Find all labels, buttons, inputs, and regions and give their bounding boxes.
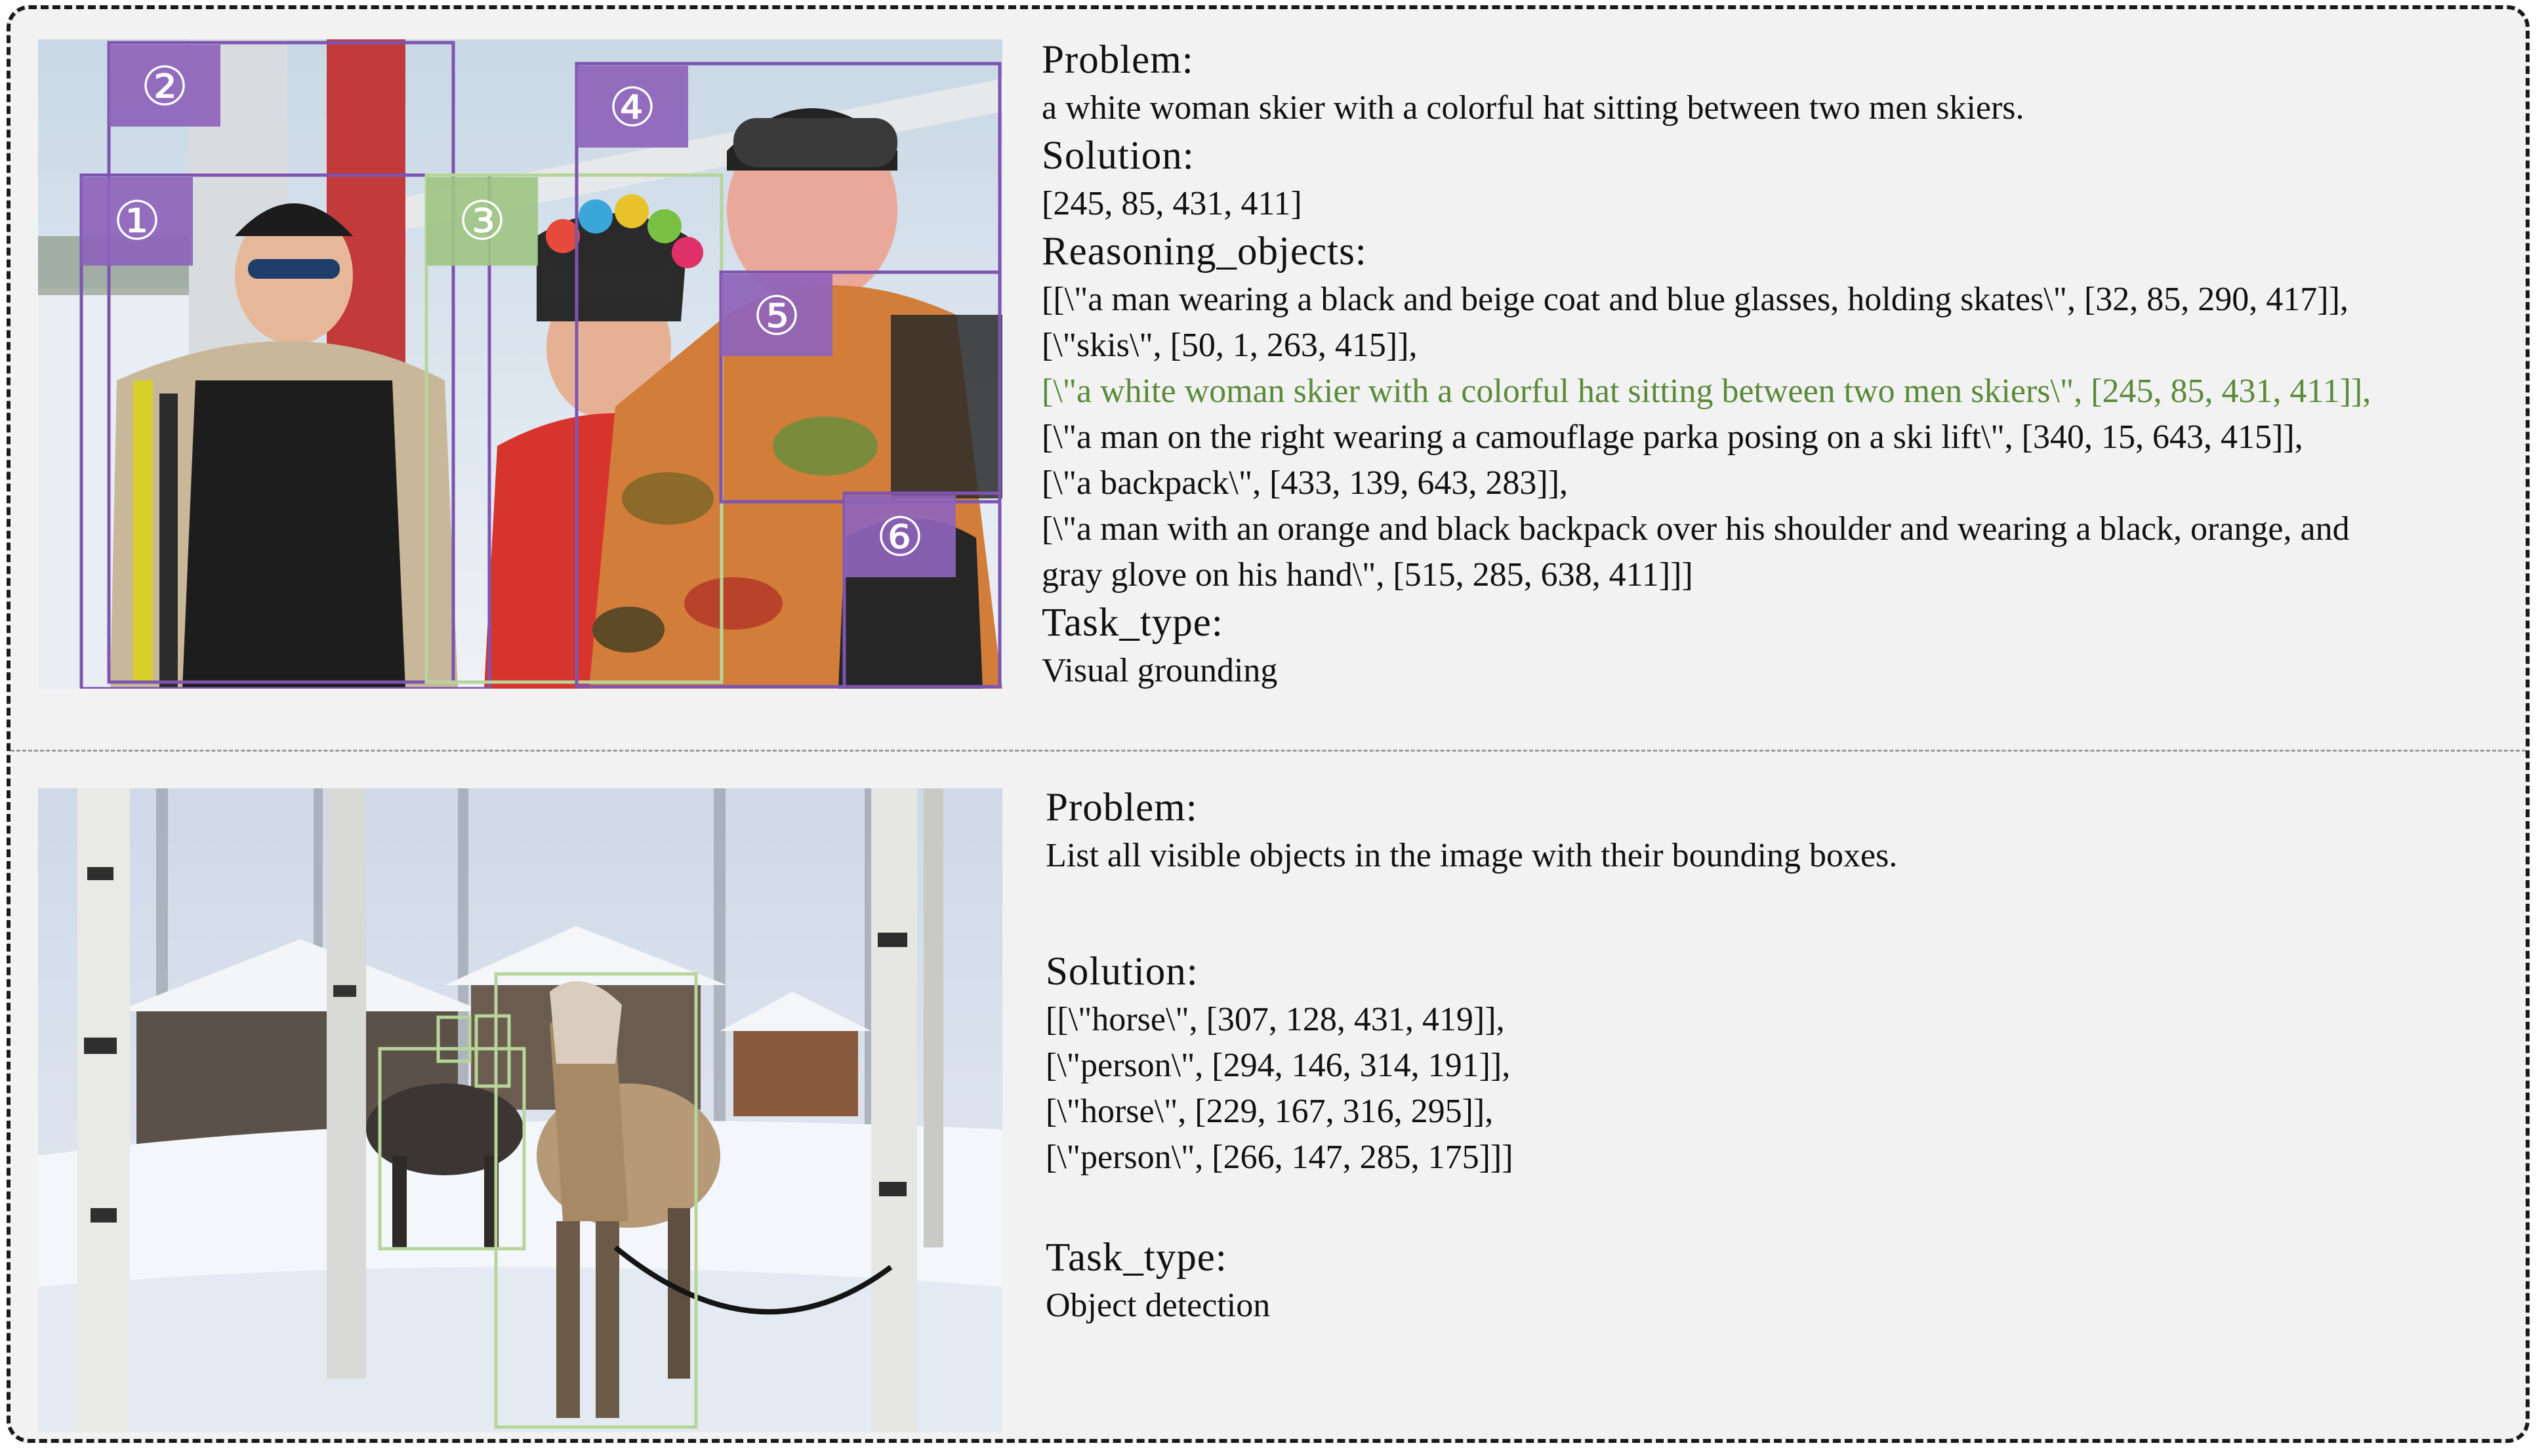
reasoning-line: [[\"a man wearing a black and beige coat and blue glasses, holding skates\", [32, 85, 290, 417]], [1042, 281, 2349, 318]
bbox-label-4: ④ [608, 77, 657, 139]
spacer [1046, 879, 2522, 947]
spacer [1046, 1181, 2522, 1233]
reasoning-line: [\"a man with an orange and black backpack over his shoulder and wearing a black, orange, and [1042, 510, 2350, 548]
reasoning-heading: Reasoning_objects: [1042, 230, 1367, 273]
problem-heading: Problem: [1042, 38, 1194, 82]
bbox-label-1: ① [113, 190, 161, 253]
solution-line: [\"person\", [266, 147, 285, 175]]] [1046, 1139, 1513, 1176]
snow-horse-photo [38, 788, 1002, 1432]
bbox-label-2: ② [140, 56, 189, 118]
reasoning-line-highlighted: [\"a white woman skier with a colorful hat sitting between two men skiers\", [245, 85, 431, 411]], [1042, 373, 2371, 410]
solution-heading: Solution: [1046, 950, 1199, 994]
task-type-text: Visual grounding [1042, 652, 1278, 689]
problem-heading: Problem: [1046, 786, 1198, 830]
solution-line: [[\"horse\", [307, 128, 431, 419]], [1046, 1001, 1505, 1038]
top-text-panel [1042, 35, 2518, 694]
task-type-heading: Task_type: [1042, 601, 1223, 645]
solution-heading: Solution: [1042, 134, 1195, 178]
reasoning-line: [\"a man on the right wearing a camouflage parka posing on a ski lift\", [340, 15, 643, 415]], [1042, 418, 2303, 456]
bottom-text-panel [1046, 783, 2522, 1329]
ski-lift-photo [38, 39, 1002, 689]
section-divider [10, 750, 2526, 752]
bbox-label-6: ⑥ [876, 506, 924, 569]
reasoning-line: gray glove on his hand\", [515, 285, 638, 411]]] [1042, 556, 1693, 594]
task-type-heading: Task_type: [1046, 1236, 1227, 1280]
task-type-text: Object detection [1046, 1287, 1271, 1324]
solution-line: [\"person\", [294, 146, 314, 191]], [1046, 1047, 1511, 1084]
bbox-label-3: ③ [458, 190, 506, 253]
problem-text: List all visible objects in the image with their bounding boxes. [1046, 837, 1898, 874]
bbox-label-5: ⑤ [752, 285, 801, 348]
figure-frame [7, 5, 2530, 1443]
solution-line: [\"horse\", [229, 167, 316, 295]], [1046, 1093, 1494, 1130]
reasoning-line: [\"skis\", [50, 1, 263, 415]], [1042, 327, 1418, 364]
solution-text: [245, 85, 431, 411] [1042, 185, 1302, 222]
problem-text: a white woman skier with a colorful hat sitting between two men skiers. [1042, 89, 2024, 127]
reasoning-line: [\"a backpack\", [433, 139, 643, 283]], [1042, 464, 1569, 502]
